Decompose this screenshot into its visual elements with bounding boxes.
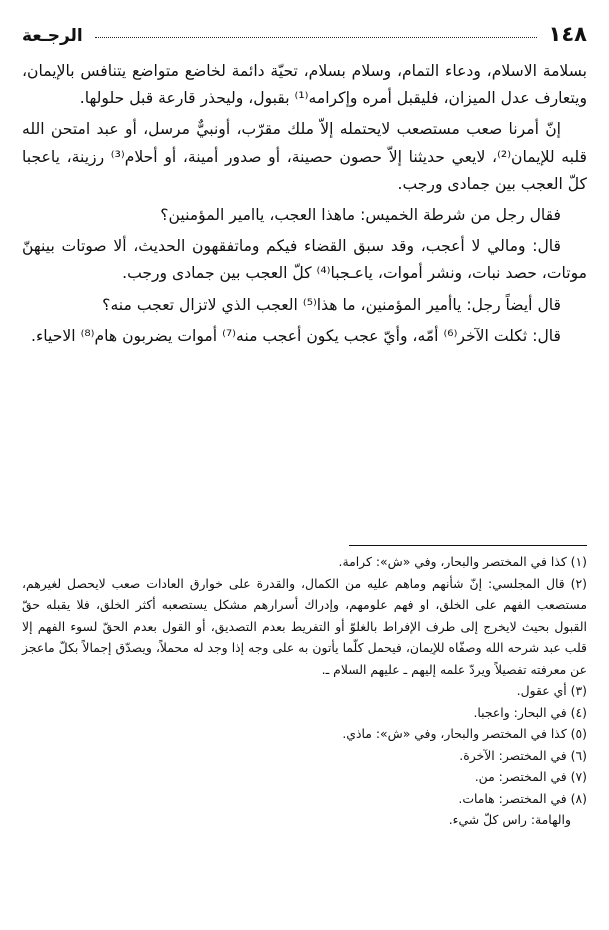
paragraph: قال أيضاً رجل: ياأمير المؤمنين، ما هذا⁽⁵⁾ العجب الذي لاتزال تعجب منه؟	[102, 295, 561, 314]
page-number: ١٤٨	[548, 22, 587, 46]
footnote-separator	[349, 545, 587, 546]
main-text	[22, 58, 587, 350]
footnote: (٢) قال المجلسي: إنّ شأنهم وماهم عليه من الكمال، والقدرة على خوارق العادات صعب لايحصل لغيرهم، مستصعب الفهم على الخلق، او فهم علومهم، وإدراك أسرارهم مشكل يستصعبه أكثر الخلق، فلا يقبله حقّ القبول بحيث لايخرج إلى طرف الإفراط بالغلوّ أو التفريط بعدم التصديق، أو القول بعدم الحقّ لسوء الفهم إلا قلب عبد شرحه الله وصفّاه للإيمان، فيحمل كلّما يأتون به على وجه إذا وجد له محملاً، ويصدّق إجمالاً بكلّ ماعجز عن معرفته تفصيلاً ويردّ علمه إليهم ـ عليهم السلام ـ.	[22, 575, 587, 677]
footnote: (٥) كذا في المختصر والبحار، وفي «ش»: ماذي.	[342, 726, 587, 741]
header-dotted-rule	[95, 37, 537, 38]
footnote: (١) كذا في المختصر والبحار، وفي «ش»: كرامة.	[338, 554, 587, 569]
page-header	[22, 16, 587, 46]
footnote: (٧) في المختصر: من.	[474, 769, 587, 784]
paragraph: فقال رجل من شرطة الخميس: ماهذا العجب، ياامير المؤمنين؟	[160, 206, 561, 225]
paragraph: إنّ أمرنا صعب مستصعب لايحتمله إلاّ ملك مقرّب، أونبيٌّ مرسل، أو عبد امتحن الله قلبه للإيمان⁽²⁾، لايعي حديثنا إلاّ حصون حصينة، أو صدور أمينة، أو أحلام⁽³⁾ رزينة، ياعجبا كلّ العجب بين جمادى ورجب.	[22, 120, 587, 193]
footnotes	[22, 551, 587, 831]
running-title: الرجـعة	[22, 26, 83, 46]
paragraph: قال: ثكلت الآخر⁽⁶⁾ أمّه، وأيّ عجب يكون أعجب منه⁽⁷⁾ أموات يضربون هام⁽⁸⁾ الاحياء.	[31, 326, 561, 345]
footnote: (٣) أي عقول.	[516, 683, 587, 698]
paragraph: بسلامة الاسلام، ودعاء التمام، وسلام بسلام، تحيّة دائمة لخاضع متواضع يتنافس بالإيمان، ويتعارف عدل الميزان، فليقبل أمره وإكرامه⁽¹⁾ بقبول، وليحذر قارعة قبل حلولها.	[22, 62, 587, 108]
footnote-continuation: والهامة: راس كلّ شيء.	[448, 812, 571, 827]
footnote: (٤) في البحار: واعجبا.	[473, 704, 587, 720]
paragraph: قال: ومالي لا أعجب، وقد سبق القضاء فيكم وماتفقهون الحديث، ألا صوتات بينهنّ موتات، حصد نبات، ونشر أموات، ياعـجبا⁽⁴⁾ كلّ العجب بين جمادى ورجب.	[22, 237, 587, 283]
footnote: (٦) في المختصر: الآخرة.	[459, 747, 587, 763]
footnote: (٨) في المختصر: هامات.	[458, 790, 587, 806]
